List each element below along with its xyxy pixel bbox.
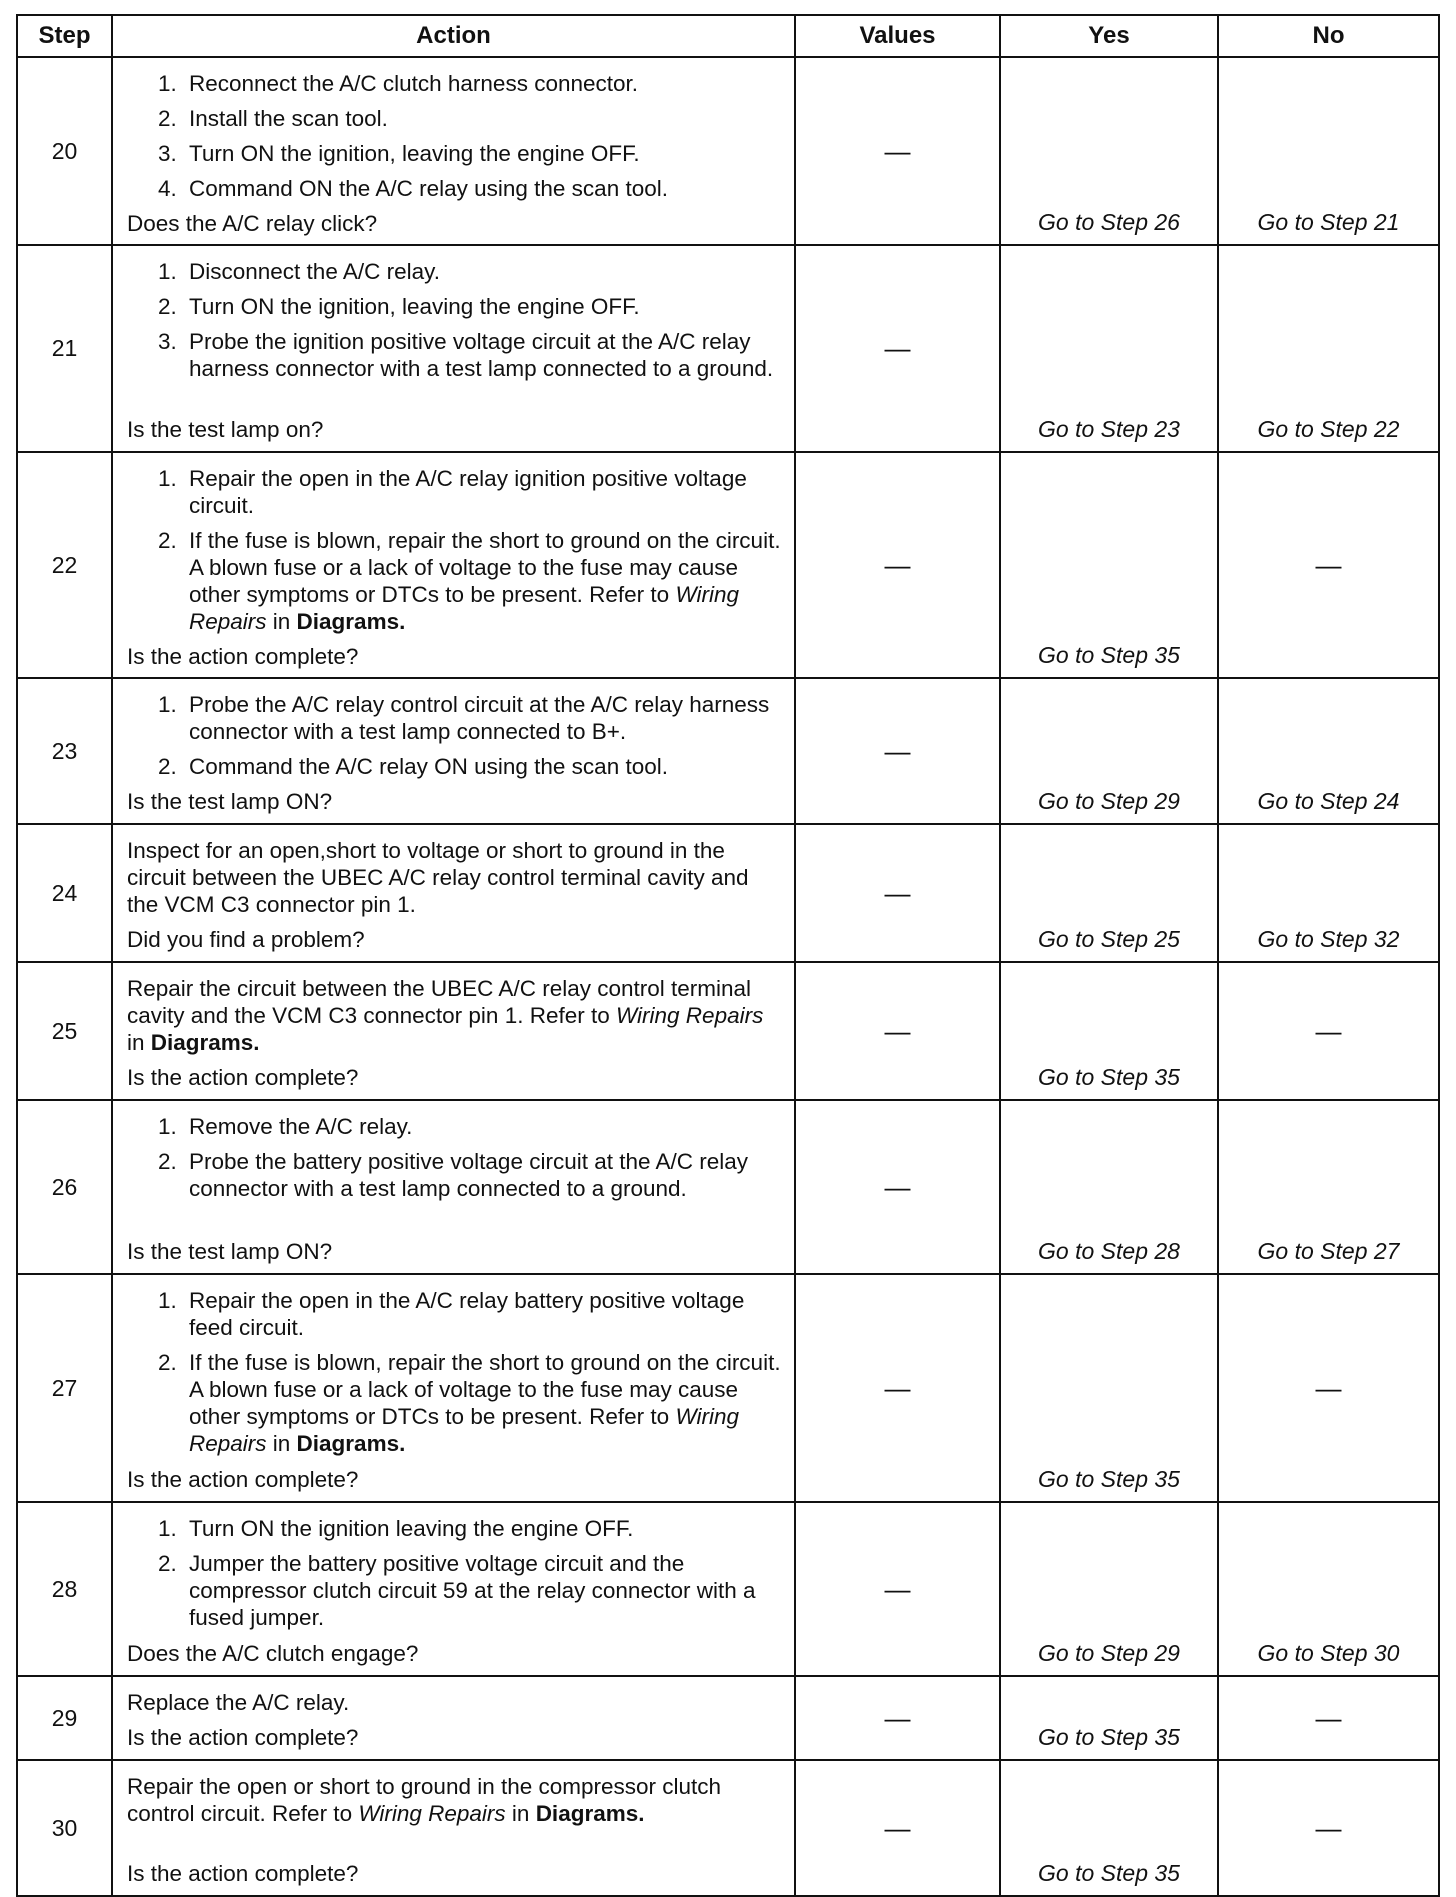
reference-section: Diagrams. xyxy=(296,609,406,634)
action-step xyxy=(183,258,784,285)
text-run: Repair the open in the A/C relay ignition positive voltage circuit. xyxy=(189,466,747,518)
table-row xyxy=(17,245,1439,452)
no-outcome: Go to Step 21 xyxy=(1218,57,1439,245)
yes-outcome: Go to Step 35 xyxy=(1000,452,1218,678)
table-row xyxy=(17,1502,1439,1676)
no-outcome: Go to Step 32 xyxy=(1218,824,1439,962)
text-run: Turn ON the ignition, leaving the engine OFF. xyxy=(189,141,640,166)
text-run: Probe the battery positive voltage circuit at the A/C relay connector with a test lamp connected to a ground. xyxy=(189,1149,749,1201)
yes-outcome: Go to Step 35 xyxy=(1000,1676,1218,1760)
step-number: 26 xyxy=(17,1100,112,1274)
action-step xyxy=(183,328,784,382)
table-row xyxy=(17,678,1439,824)
action-cell xyxy=(112,57,795,245)
header-values: Values xyxy=(795,15,1000,57)
table-row xyxy=(17,452,1439,678)
action-step xyxy=(183,1148,784,1202)
values-cell: — xyxy=(795,824,1000,962)
no-outcome: — xyxy=(1218,1760,1439,1896)
action-question: Does the A/C relay click? xyxy=(127,211,378,236)
values-cell: — xyxy=(795,1760,1000,1896)
action-question: Is the action complete? xyxy=(127,1065,359,1090)
table-row xyxy=(17,962,1439,1100)
action-cell xyxy=(112,678,795,824)
values-cell: — xyxy=(795,1676,1000,1760)
action-text xyxy=(127,975,784,1056)
action-step xyxy=(183,140,784,167)
action-cell xyxy=(112,1274,795,1502)
yes-outcome: Go to Step 35 xyxy=(1000,962,1218,1100)
reference-section: Diagrams. xyxy=(150,1030,260,1055)
table-row xyxy=(17,824,1439,962)
table-header-row xyxy=(17,15,1439,57)
reference-title: Wiring Repairs xyxy=(189,582,739,634)
no-outcome: — xyxy=(1218,452,1439,678)
no-outcome: — xyxy=(1218,1274,1439,1502)
action-step xyxy=(183,1113,784,1140)
action-step xyxy=(183,175,784,202)
text-run: Install the scan tool. xyxy=(189,106,388,131)
values-cell: — xyxy=(795,1274,1000,1502)
action-question: Is the action complete? xyxy=(127,1467,359,1492)
action-step xyxy=(183,691,784,745)
no-outcome: Go to Step 24 xyxy=(1218,678,1439,824)
step-number: 29 xyxy=(17,1676,112,1760)
table-row xyxy=(17,1274,1439,1502)
step-number: 27 xyxy=(17,1274,112,1502)
values-cell: — xyxy=(795,1502,1000,1676)
action-cell xyxy=(112,1760,795,1896)
text-run: Replace the A/C relay. xyxy=(127,1690,350,1715)
action-text xyxy=(127,1773,784,1827)
table-row xyxy=(17,1760,1439,1896)
reference-title: Wiring Repairs xyxy=(616,1003,764,1028)
no-outcome: Go to Step 22 xyxy=(1218,245,1439,452)
yes-outcome: Go to Step 35 xyxy=(1000,1760,1218,1896)
diagnostic-table-page xyxy=(16,14,1438,1897)
action-steps-list xyxy=(127,465,784,635)
action-cell xyxy=(112,1100,795,1274)
text-run: in xyxy=(127,1030,151,1055)
diagnostic-table xyxy=(16,14,1440,1897)
yes-outcome: Go to Step 25 xyxy=(1000,824,1218,962)
action-step xyxy=(183,293,784,320)
text-run: Command the A/C relay ON using the scan tool. xyxy=(189,754,668,779)
action-question: Is the test lamp ON? xyxy=(127,789,333,814)
action-question: Is the test lamp on? xyxy=(127,417,324,442)
header-step: Step xyxy=(17,15,112,57)
text-run: Remove the A/C relay. xyxy=(189,1114,413,1139)
yes-outcome: Go to Step 29 xyxy=(1000,1502,1218,1676)
table-row xyxy=(17,57,1439,245)
text-run: Command ON the A/C relay using the scan tool. xyxy=(189,176,668,201)
step-number: 28 xyxy=(17,1502,112,1676)
action-question: Is the action complete? xyxy=(127,1725,359,1750)
text-run: Repair the circuit between the UBEC A/C relay control terminal cavity and the VCM C3 connector pin 1. Refer to xyxy=(127,976,752,1028)
yes-outcome: Go to Step 23 xyxy=(1000,245,1218,452)
action-steps-list xyxy=(127,1515,784,1631)
step-number: 30 xyxy=(17,1760,112,1896)
action-text xyxy=(127,837,784,918)
action-question: Is the action complete? xyxy=(127,644,359,669)
action-cell xyxy=(112,962,795,1100)
header-action: Action xyxy=(112,15,795,57)
action-step xyxy=(183,465,784,519)
values-cell: — xyxy=(795,57,1000,245)
action-question: Did you find a problem? xyxy=(127,927,365,952)
reference-title: Wiring Repairs xyxy=(189,1404,739,1456)
no-outcome: — xyxy=(1218,962,1439,1100)
action-step xyxy=(183,1515,784,1542)
action-step xyxy=(183,105,784,132)
header-no: No xyxy=(1218,15,1439,57)
action-step xyxy=(183,1287,784,1341)
action-cell xyxy=(112,452,795,678)
text-run: in xyxy=(266,1431,297,1456)
reference-section: Diagrams. xyxy=(296,1431,406,1456)
text-run: Probe the A/C relay control circuit at the A/C relay harness connector with a test lamp connected to B+. xyxy=(189,692,770,744)
no-outcome: Go to Step 27 xyxy=(1218,1100,1439,1274)
text-run: Repair the open in the A/C relay battery positive voltage feed circuit. xyxy=(189,1288,745,1340)
action-steps-list xyxy=(127,70,784,202)
action-question: Is the test lamp ON? xyxy=(127,1239,333,1264)
step-number: 24 xyxy=(17,824,112,962)
step-number: 25 xyxy=(17,962,112,1100)
action-steps-list xyxy=(127,258,784,382)
table-row xyxy=(17,1676,1439,1760)
yes-outcome: Go to Step 29 xyxy=(1000,678,1218,824)
text-run: Jumper the battery positive voltage circuit and the compressor clutch circuit 59 at the relay connector with a fused jumper. xyxy=(189,1551,756,1630)
reference-title: Wiring Repairs xyxy=(358,1801,506,1826)
action-step xyxy=(183,1349,784,1457)
text-run: in xyxy=(266,609,297,634)
yes-outcome: Go to Step 35 xyxy=(1000,1274,1218,1502)
step-number: 23 xyxy=(17,678,112,824)
values-cell: — xyxy=(795,245,1000,452)
action-steps-list xyxy=(127,1287,784,1457)
action-steps-list xyxy=(127,691,784,780)
action-step xyxy=(183,527,784,635)
text-run: Turn ON the ignition, leaving the engine OFF. xyxy=(189,294,640,319)
action-question: Is the action complete? xyxy=(127,1861,359,1886)
action-cell xyxy=(112,1502,795,1676)
no-outcome: Go to Step 30 xyxy=(1218,1502,1439,1676)
values-cell: — xyxy=(795,452,1000,678)
step-number: 21 xyxy=(17,245,112,452)
text-run: Inspect for an open,short to voltage or short to ground in the circuit between the UBEC A/C relay control terminal cavity and the VCM C3 connector pin 1. xyxy=(127,838,749,917)
text-run: Repair the open or short to ground in the compressor clutch control circuit. Refer to xyxy=(127,1774,722,1826)
yes-outcome: Go to Step 26 xyxy=(1000,57,1218,245)
action-step xyxy=(183,70,784,97)
text-run: Disconnect the A/C relay. xyxy=(189,259,440,284)
text-run: in xyxy=(505,1801,536,1826)
step-number: 22 xyxy=(17,452,112,678)
action-cell xyxy=(112,824,795,962)
text-run: Probe the ignition positive voltage circuit at the A/C relay harness connector with a test lamp connected to a ground. xyxy=(189,329,774,381)
table-body xyxy=(17,57,1439,1896)
action-text xyxy=(127,1689,784,1716)
action-cell xyxy=(112,245,795,452)
table-row xyxy=(17,1100,1439,1274)
action-steps-list xyxy=(127,1113,784,1202)
step-number: 20 xyxy=(17,57,112,245)
header-yes: Yes xyxy=(1000,15,1218,57)
text-run: If the fuse is blown, repair the short to ground on the circuit. A blown fuse or a lack of voltage to the fuse may cause other symptoms or DTCs to be present. Refer to xyxy=(189,1350,781,1429)
values-cell: — xyxy=(795,962,1000,1100)
text-run: If the fuse is blown, repair the short to ground on the circuit. A blown fuse or a lack of voltage to the fuse may cause other symptoms or DTCs to be present. Refer to xyxy=(189,528,781,607)
yes-outcome: Go to Step 28 xyxy=(1000,1100,1218,1274)
no-outcome: — xyxy=(1218,1676,1439,1760)
text-run: Reconnect the A/C clutch harness connector. xyxy=(189,71,639,96)
action-cell xyxy=(112,1676,795,1760)
values-cell: — xyxy=(795,1100,1000,1274)
text-run: Turn ON the ignition leaving the engine OFF. xyxy=(189,1516,634,1541)
action-question: Does the A/C clutch engage? xyxy=(127,1641,419,1666)
values-cell: — xyxy=(795,678,1000,824)
action-step xyxy=(183,1550,784,1631)
reference-section: Diagrams. xyxy=(535,1801,645,1826)
action-step xyxy=(183,753,784,780)
